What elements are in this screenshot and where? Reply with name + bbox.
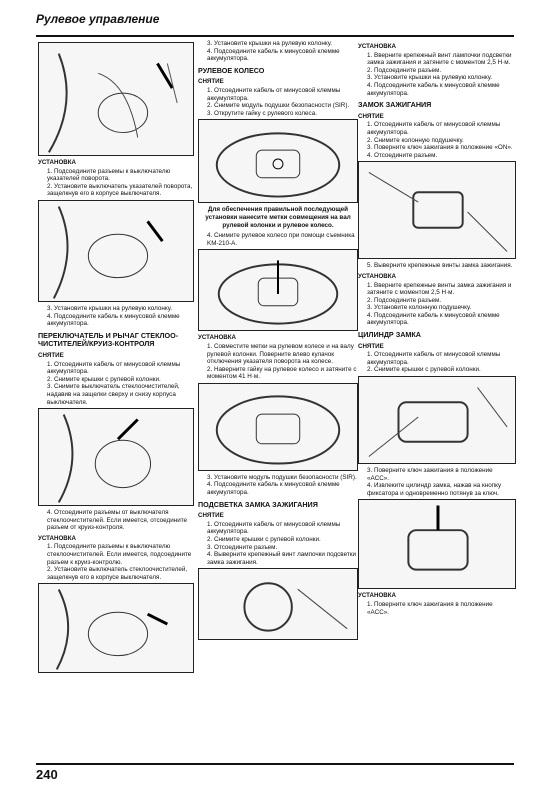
step-list [358,121,516,159]
step: 4. Подсоедините кабель к минусовой клемме аккумулятора. [367,311,500,327]
step-list [358,262,516,270]
step-list [198,87,358,117]
section-title: ЦИЛИНДР ЗАМКА [358,330,421,340]
figure-steering-wheel-nut [198,119,358,203]
step: 2. Снимите крышки с рулевой колонки. [207,536,321,544]
step-list [358,351,516,374]
section-heading: УСТАНОВКА [358,43,397,50]
step: 1. Поверните ключ зажигания в положение «ACC». [367,601,493,616]
step: 2. Снимите колонную подушечку. [367,136,464,144]
step: 2. Снимите модуль подушки безопасности (SIR). [207,102,350,110]
step-list [198,474,358,497]
page-title: Рулевое управление [36,12,160,26]
step: 4. Снимите рулевое колесо при помощи съемника KM-210-A. [207,232,355,247]
section-heading: СНЯТИЕ [198,78,224,86]
step: 1. Отсоедините кабель от минусовой клеммы аккумулятора. [47,360,181,376]
step-list [38,168,194,198]
step: 3. Установите крышки на рулевую колонку. [367,74,492,82]
section-title: ПЕРЕКЛЮЧАТЕЛЬ И РЫЧАГ СТЕКЛООЧИСТИТЕЛЕЙ/КРУИЗ-КОНТРОЛЯ [38,330,179,349]
step: 2. Установите выключатель указателей поворота, защелкнув его в корпусе выключателя. [47,182,193,198]
step: 4. Подсоедините кабель к минусовой клемме аккумулятора. [47,312,180,328]
section-heading: СНЯТИЕ [358,112,384,120]
step: 1. Отсоедините кабель от минусовой клеммы аккумулятора. [367,121,501,136]
step: 1. Отсоедините кабель от минусовой клеммы аккумулятора. [207,86,341,102]
step: 4. Подсоедините кабель к минусовой клемме аккумулятора. [207,481,340,497]
step: 2. Снимите крышки с рулевой колонки. [47,375,161,383]
step: 1. Подсоедините разъемы к выключателю указателей поворота. [47,167,171,183]
step: 3. Установите крышки на рулевую колонку. [47,304,172,312]
page-number: 240 [36,767,58,782]
figure-lock-cylinder-remove [358,499,516,589]
step-list [198,232,358,247]
section-heading: УСТАНОВКА [358,272,397,280]
section-heading: УСТАНОВКА [198,334,237,342]
section-heading: УСТАНОВКА [38,159,77,166]
step: 3. Поверните ключ зажигания в положение «ACC». [367,467,493,482]
step: 4. Подсоедините кабель к минусовой клемме аккумулятора. [367,81,500,97]
figure-turn-signal-install [38,200,194,302]
step: 1. Совместите метки на рулевом колесе и на валу рулевой колонки. Поверните влево кулачок отключения указателя поворота на колесе. [207,342,354,366]
step: 1. Вверните крепежные винты замка зажигания и затяните с моментом 2,5 Н·м. [367,281,512,297]
step: 4. Извлеките цилиндр замка, нажав на кнопку фиксатора и одновременно потянув за ключ. [367,482,502,497]
step: 5. Выверните крепежные винты замка зажигания. [367,262,513,270]
step: 2. Подсоедините разъем. [367,66,442,74]
step-list [198,40,358,63]
step: 3. Установите колонную подушечку. [367,304,472,312]
step: 4. Отсоедините разъемы от выключателя стеклоочистителей. Если имеется, отсоедините разъем от круиз-контроля. [47,509,188,532]
step: 4. Отсоедините разъем. [367,151,438,159]
step: 3. Открутите гайку с рулевого колеса. [207,109,317,117]
step: 2. Подсоедините разъем. [367,296,442,304]
footer-rule [36,763,514,765]
step-list [358,601,516,616]
figure-ignition-light [198,568,358,640]
step-list [198,521,358,567]
figure-lock-cylinder-acc [358,376,516,464]
alignment-note: Для обеспечения правильной последующей установки нанесите метки совмещения на вал рулевой колонки и рулевое колесо. [205,206,351,229]
page-header [36,8,514,38]
step: 4. Выверните крепежный винт лампочки подсветки замка зажигания. [207,551,357,566]
figure-steering-wheel-install [198,383,358,471]
step-list [198,343,358,381]
step-list [38,305,194,328]
step: 3. Установите крышки на рулевую колонку. [207,40,332,47]
step: 2. Установите выключатель стеклоочистителей, защелкнув его в корпусе выключателя. [47,566,188,581]
figure-ignition-switch [358,161,516,259]
section-heading: УСТАНОВКА [358,592,397,600]
step: 3. Снимите выключатель стеклоочистителей, надавив на защелки сверху и снизу корпуса выключателя. [47,383,180,406]
step: 1. Отсоедините кабель от минусовой клеммы аккумулятора. [367,351,501,366]
section-heading: СНЯТИЕ [38,351,64,359]
step-list [38,509,194,532]
step: 3. Установите модуль подушки безопасности (SIR). [207,473,357,481]
page-footer [36,763,514,785]
column-2 [198,40,358,643]
step: 1. Отсоедините кабель от минусовой клеммы аккумулятора. [207,520,341,536]
step-list [38,361,194,407]
step: 3. Поверните ключ зажигания в положение «ON». [367,144,513,152]
figure-turn-signal-switch [38,42,194,156]
figure-steering-wheel-puller [198,249,358,331]
column-3 [358,40,516,616]
step: 1. Подсоедините разъемы к выключателю стеклоочистителей. Если имеется, подсоедините разъем к круиз-контролю. [47,543,192,566]
step-list [358,52,516,98]
step: 2. Снимите крышки с рулевой колонки. [367,366,481,374]
step-list [38,543,194,581]
step: 4. Подсоедините кабель к минусовой клемме аккумулятора. [207,47,340,63]
section-title: ЗАМОК ЗАЖИГАНИЯ [358,100,432,110]
step-list [358,282,516,328]
step: 1. Вверните крепежный винт лампочки подсветки замка зажигания и затяните с моментом 2,5 Н·м. [367,51,512,67]
section-heading: УСТАНОВКА [38,534,77,542]
header-rule [36,35,514,37]
column-1 [38,40,194,676]
section-title: ПОДСВЕТКА ЗАМКА ЗАЖИГАНИЯ [198,499,318,509]
section-heading: СНЯТИЕ [358,342,384,350]
figure-wiper-switch [38,408,194,506]
figure-wiper-install [38,583,194,673]
step-list [358,467,516,497]
step: 2. Наверните гайку на рулевое колесо и затяните с моментом 41 Н·м. [207,365,357,381]
step: 3. Отсоедините разъем. [207,543,278,551]
section-heading: СНЯТИЕ [198,512,224,520]
section-title: РУЛЕВОЕ КОЛЕСО [198,65,265,75]
